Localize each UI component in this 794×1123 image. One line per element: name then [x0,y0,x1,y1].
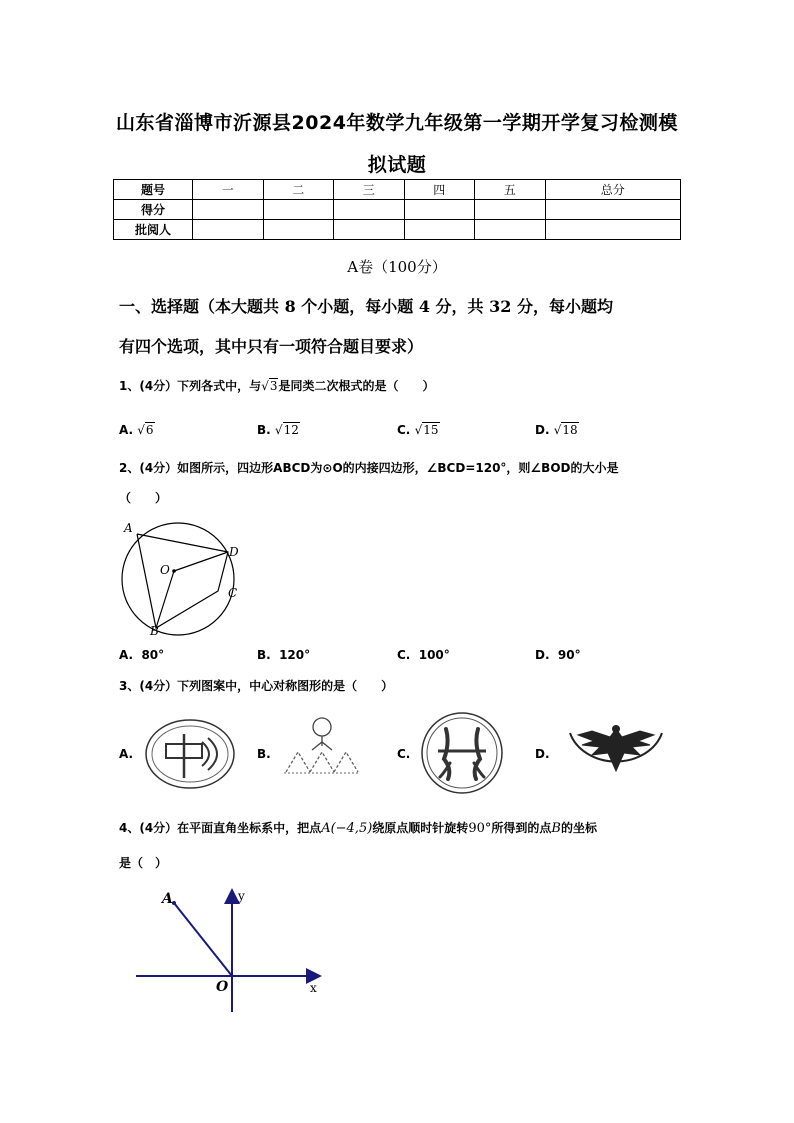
table-header-cell: 总分 [545,180,681,200]
option-value: 120° [279,648,311,662]
label-o: O [216,979,229,995]
table-cell [334,220,405,240]
q4-prefix: 4、(4分）在平面直角坐标系中，把点 [119,821,322,835]
table-header-cell: 四 [404,180,475,200]
table-cell [404,220,475,240]
option-value: 80° [141,648,165,662]
q4-point-b: B [551,821,561,836]
table-cell [545,200,681,220]
score-table [113,179,681,240]
q1-option-d: D. √18 [535,423,578,437]
section-1-heading-cont: 有四个选项，其中只有一项符合题目要求） [119,337,424,356]
label-c: C [228,586,238,600]
table-cell [263,220,334,240]
seal-figures [444,729,480,779]
option-radicand: 15 [423,423,439,437]
option-letter: D. [535,423,550,437]
page-title-cont: 拟试题 [367,154,427,176]
seal-outer [422,713,502,793]
q2-option-b [257,648,310,662]
table-cell [193,220,264,240]
label-y: y [238,889,245,903]
q4-middle: 绕原点顺时针旋转 [372,821,469,835]
segment-od [174,552,228,571]
circle-shape [122,523,234,635]
table-cell [475,200,546,220]
question-2: 2、(4分）如图所示，四边形ABCD为⊙O的内接四边形，∠BCD=120°，则∠BOD的大小是 [119,461,619,475]
table-header-row [114,180,681,200]
q3-option-b-letter: B. [257,747,271,761]
option-value: 100° [418,648,450,662]
table-row [114,200,681,220]
table-row [114,220,681,240]
q4-coordinate-figure [128,884,328,1014]
phoenix-shape [578,729,654,771]
q1-suffix: 是同类二次根式的是（ ） [278,379,435,393]
table-header-cell: 二 [263,180,334,200]
option-radicand: 12 [283,423,299,437]
question-4-cont: 是（ ） [119,856,168,870]
option-letter: C. [397,648,411,662]
q2-option-d [535,648,581,662]
label-a: A [124,521,133,535]
option-letter: C. [397,423,411,437]
q3-pattern-d [560,709,672,793]
q3-pattern-c [420,711,504,795]
q2-circle-figure [112,515,252,640]
label-d: D [229,545,239,559]
q4-suffix: 的坐标 [560,821,597,835]
row-label-grader: 批阅人 [114,220,193,240]
q1-option-c: C. √15 [397,423,439,437]
label-a: A [162,891,173,907]
q2-option-c [397,648,450,662]
center-point [172,569,176,573]
table-header-cell: 三 [334,180,405,200]
q2-option-a [119,648,164,662]
table-header-cell: 一 [193,180,264,200]
option-letter: B. [257,648,271,662]
table-cell [334,200,405,220]
question-3: 3、(4分）下列图案中，中心对称图形的是（ ） [119,679,394,693]
table-cell [545,220,681,240]
q3-option-a-letter: A. [119,747,134,761]
q4-middle2: 所得到的点 [491,821,552,835]
question-2-cont: （ ） [119,491,168,505]
table-cell [475,220,546,240]
option-letter: A. [119,648,134,662]
table-cell [404,200,475,220]
emblem-outline [146,720,234,788]
phoenix-head [612,725,620,733]
q4-point-a: A(−4,5) [321,821,373,836]
q1-option-a: A. √6 [119,423,154,437]
q1-radical: √3 [261,379,278,393]
section-1-heading: 一、选择题（本大题共 8 个小题，每小题 4 分，共 32 分，每小题均 [119,297,613,316]
option-radicand: 6 [145,423,154,437]
pattern-triangles [286,752,358,772]
q3-pattern-b [282,716,362,776]
q1-prefix: 1、(4分）下列各式中，与 [119,379,262,393]
label-o: O [160,563,170,577]
option-letter: A. [119,423,134,437]
section-a-heading: A卷（100分） [347,258,447,276]
q3-pattern-a [144,718,236,790]
seal-inner [427,718,497,788]
q3-option-d-letter: D. [535,747,550,761]
q1-option-b: B. √12 [257,423,299,437]
quadrilateral-abcd [137,534,228,628]
table-header-cell: 五 [475,180,546,200]
segment-oa [174,903,232,976]
pattern-circle [313,718,331,736]
row-label-score: 得分 [114,200,193,220]
option-radicand: 18 [562,423,578,437]
label-b: B [150,624,159,638]
option-letter: D. [535,648,550,662]
option-letter: B. [257,423,271,437]
table-cell [193,200,264,220]
question-1 [119,371,684,401]
q1-radicand: 3 [269,379,278,393]
emblem-arcs [202,738,217,770]
table-cell [263,200,334,220]
q4-angle: 90° [468,821,492,836]
option-value: 90° [557,648,581,662]
table-header-cell: 题号 [114,180,193,200]
question-4 [119,813,684,844]
label-x: x [310,981,317,995]
page-title: 山东省淄博市沂源县2024年数学九年级第一学期开学复习检测模 [116,112,678,134]
q3-option-c-letter: C. [397,747,411,761]
